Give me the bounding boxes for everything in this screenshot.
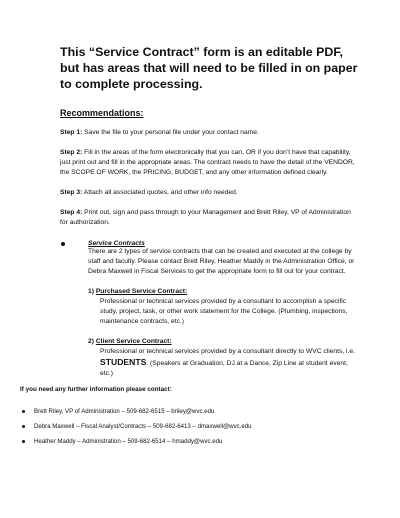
service-contracts-heading: Service Contracts: [88, 240, 145, 247]
students-emphasis: STUDENTS: [100, 357, 147, 367]
recommendations-heading: Recommendations:: [60, 108, 144, 118]
step-2: [60, 148, 360, 178]
contact-item: [20, 404, 252, 419]
bullet-icon: [22, 410, 25, 413]
step-4-text: Print out, sign and pass through to your Management and Brett Riley, VP of Administration for authorization.: [60, 209, 351, 226]
contact-item: [20, 434, 252, 449]
contract-type-heading: Purchased Service Contract:: [95, 288, 188, 295]
client-body-before: Professional or technical services provided by a consultant directly to WVC clients, i.e.: [100, 348, 355, 355]
step-2-label: Step 2:: [60, 149, 83, 156]
contract-type-heading: Client Service Contract:: [95, 338, 172, 345]
contract-type-number: 2): [88, 338, 94, 345]
step-1-text: Save the file to your personal file under your contact name.: [82, 129, 259, 136]
contract-type-body: Professional or technical services provided by a consultant to accomplish a specific study, project, task, or other work statement for the College. (Plumbing, inspections, maintenance contracts, etc.): [100, 298, 348, 325]
step-3-text: Attach all associated quotes, and other info needed.: [82, 189, 238, 196]
service-contracts-section: [60, 240, 360, 379]
contract-type-body: [88, 347, 360, 379]
bullet-icon: [61, 242, 65, 246]
contact-item: [20, 419, 252, 434]
contact-text: Heather Maddy – Administration – 509-682-6514 – hmaddy@wvc.edu: [34, 438, 223, 445]
client-body-after: . (Speakers at Graduation, DJ at a Dance, Zip Line at student event, etc.): [100, 360, 348, 377]
contacts-heading: If you need any further information please contact:: [20, 386, 172, 393]
service-contracts-body: There are 2 types of service contracts that can be created and executed at the college by staff and faculty. Please contact Brett Riley, Heather Maddy in the Administration Office, or Debra Maxwell in Fiscal Services to get the appropriate form to fill out for your contract.: [88, 248, 355, 275]
step-1: [60, 128, 360, 138]
contact-text: Brett Riley, VP of Administration – 509-682-6515 – briley@wvc.edu: [34, 408, 215, 415]
client-service-contract: [76, 337, 360, 379]
step-3: [60, 188, 360, 198]
contact-text: Debra Maxwell – Fiscal Analyst/Contracts – 509-682-6413 – dmaxwell@wvc.edu: [34, 423, 252, 430]
step-4: [60, 208, 360, 228]
step-2-text: Fill in the areas of the form electronically that you can, OR if you don’t have that capability, just print out and fill in the appropriate areas. The contract needs to have the detail of the VENDOR, the SCOPE OF WORK, the PRICING, BUDGET, and any other information defined clearly.: [60, 149, 355, 176]
page-title: This “Service Contract” form is an editable PDF, but has areas that will need to be filled in on paper to complete processing.: [60, 45, 358, 91]
step-1-label: Step 1:: [60, 129, 83, 136]
contract-type-number: 1): [88, 288, 94, 295]
bullet-icon: [22, 440, 25, 443]
step-4-label: Step 4:: [60, 209, 83, 216]
step-3-label: Step 3:: [60, 189, 83, 196]
purchased-service-contract: [76, 287, 360, 327]
bullet-icon: [22, 425, 25, 428]
contacts-list: [20, 404, 252, 449]
